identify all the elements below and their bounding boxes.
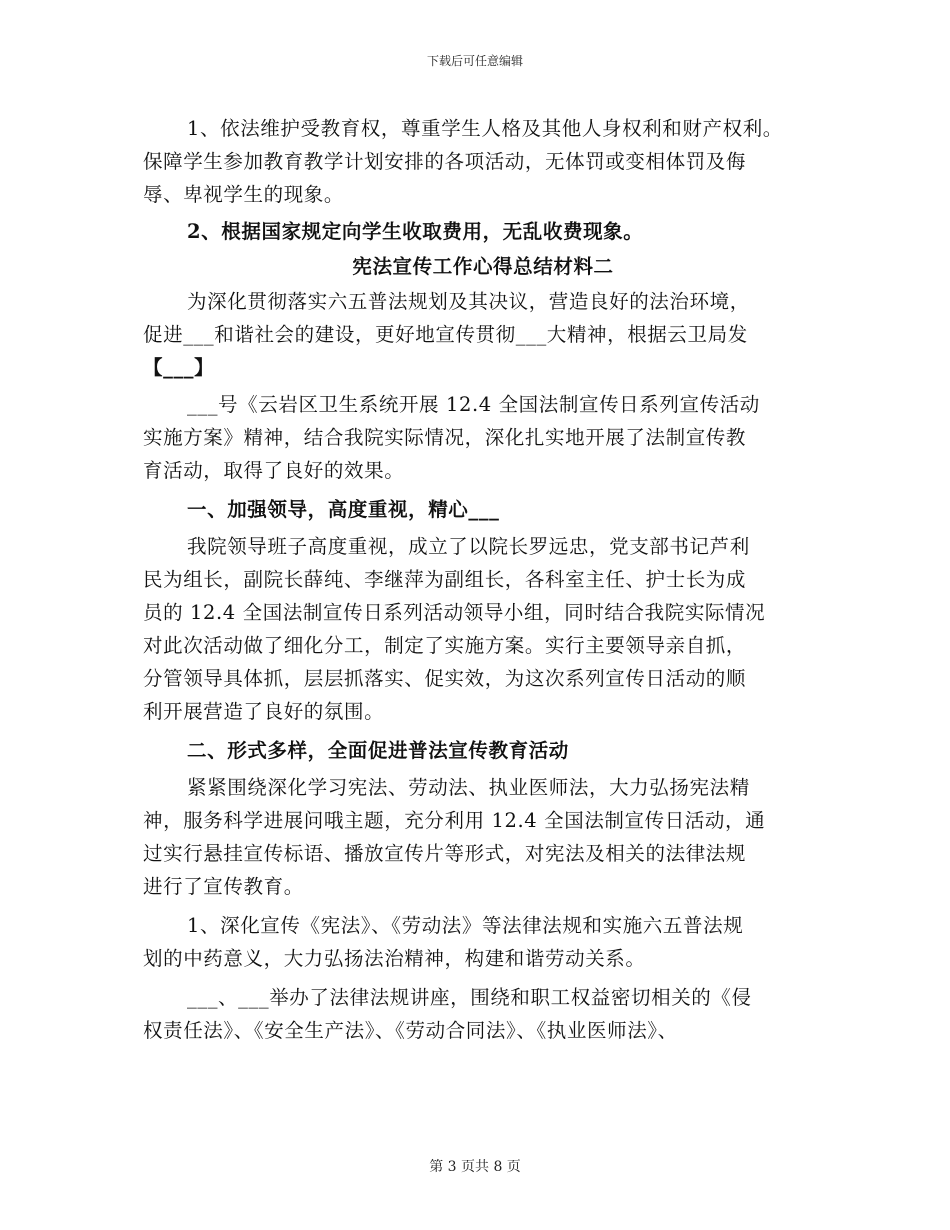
paragraph-line: 紧紧围绕深化学习宪法、劳动法、执业医师法，大力弘扬宪法精: [187, 776, 750, 799]
paragraph-line: 利开展营造了良好的氛围。: [143, 700, 385, 723]
paragraph-line: 权责任法》、《安全生产法》、《劳动合同法》、《执业医师法》、: [143, 1019, 678, 1042]
paragraph-line: 促进___和谐社会的建设，更好地宣传贯彻___大精神，根据云卫局发: [143, 323, 748, 346]
paragraph-line: 分管领导具体抓，层层抓落实、促实效，为这次系列宣传日活动的顺: [143, 667, 747, 690]
document-body: [143, 112, 823, 1047]
paragraph-line: 对此次活动做了细化分工，制定了实施方案。实行主要领导亲自抓，: [143, 634, 747, 657]
heading-two: 二、形式多样，全面促进普法宣传教育活动: [187, 739, 569, 762]
paragraph-line: 过实行悬挂宣传标语、播放宣传片等形式，对宪法及相关的法律法规: [143, 842, 747, 865]
paragraph-line: 我院领导班子高度重视，成立了以院长罗远忠，党支部书记芦利: [187, 535, 750, 558]
paragraph-line: 保障学生参加教育教学计划安排的各项活动，无体罚或变相体罚及侮: [143, 150, 747, 173]
paragraph-line: 神，服务科学进展问哦主题，充分利用 12.4 全国法制宣传日活动，通: [143, 809, 766, 832]
paragraph-line: 1、依法维护受教育权，尊重学生人格及其他人身权利和财产权利。: [187, 117, 783, 140]
paragraph-line: ___号《云岩区卫生系统开展 12.4 全国法制宣传日系列宣传活动: [187, 393, 760, 416]
bold-paragraph-line: 2、根据国家规定向学生收取费用，无乱收费现象。: [187, 220, 644, 243]
paragraph-line: 育活动，取得了良好的效果。: [143, 459, 405, 482]
paragraph-line: ___、___举办了法律法规讲座，围绕和职工权益密切相关的《侵: [187, 986, 752, 1009]
heading-one: 一、加强领导，高度重视，精心___: [187, 498, 500, 521]
bracket-line: 【___】: [143, 356, 215, 379]
paragraph-line: 进行了宣传教育。: [143, 875, 304, 898]
paragraph-line: 辱、卑视学生的现象。: [143, 183, 345, 206]
paragraph-line: 为深化贯彻落实六五普法规划及其决议，营造良好的法治环境，: [187, 290, 750, 313]
paragraph-line: 划的中药意义，大力弘扬法治精神，构建和谐劳动关系。: [143, 947, 646, 970]
section-title: 宪法宣传工作心得总结材料二: [352, 255, 614, 278]
paragraph-line: 民为组长，副院长薛纯、李继萍为副组长，各科室主任、护士长为成: [143, 568, 747, 591]
paragraph-line: 1、深化宣传《宪法》、《劳动法》等法律法规和实施六五普法规: [187, 914, 744, 937]
page-header: 下载后可任意编辑: [426, 54, 523, 68]
page-footer: 第 3 页共 8 页: [429, 1159, 521, 1175]
paragraph-line: 实施方案》精神，结合我院实际情况，深化扎实地开展了法制宣传教: [143, 426, 747, 449]
paragraph-line: 员的 12.4 全国法制宣传日系列活动领导小组，同时结合我院实际情况: [143, 601, 766, 624]
